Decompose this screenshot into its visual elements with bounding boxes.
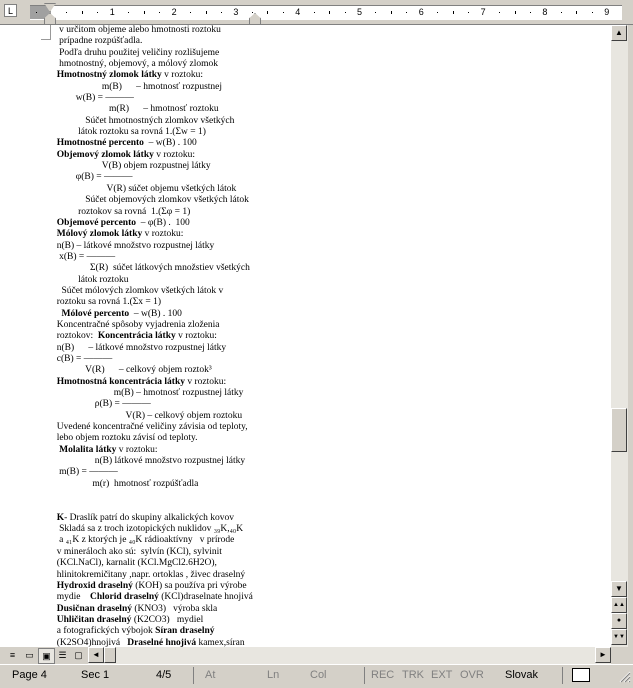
text-run: v určitom objeme alebo hmotnosti roztoku — [52, 25, 221, 35]
page-indicator: Page 4 — [12, 669, 47, 681]
text-run: (KCl)draselnate hnojivá — [158, 592, 253, 603]
bold-term: Draselné hnojivá — [127, 637, 197, 647]
text-run: n(B) – látkové množstvo rozpustnej látky — [52, 342, 227, 353]
text-run: v roztoku: — [142, 229, 184, 240]
document-line[interactable] — [52, 501, 312, 512]
text-run: V(R) – celkový objem roztok³ — [52, 365, 212, 376]
scroll-down-button[interactable] — [611, 581, 627, 597]
horizontal-ruler[interactable] — [0, 0, 633, 25]
document-line[interactable] — [52, 638, 312, 647]
document-line[interactable] — [52, 161, 312, 172]
text-run: m(R) – hmotnosť roztoku — [52, 104, 219, 115]
reading-layout-view-button[interactable] — [71, 648, 86, 662]
text-run: m(B) – hmotnosť rozpustnej látky — [52, 388, 244, 398]
text-run: V(R) – celkový objem roztoku — [52, 410, 243, 421]
document-line[interactable] — [52, 275, 312, 286]
text-boundary-mark — [41, 25, 51, 40]
text-run: x(B) = ——— — [52, 251, 116, 262]
document-line[interactable] — [52, 388, 312, 399]
text-run: w(B) = ——— — [52, 93, 134, 104]
double-up-arrow-icon: ▲▲ — [613, 602, 625, 608]
arrow-left-icon: ◄ — [92, 650, 100, 659]
scroll-up-button[interactable] — [611, 25, 627, 41]
document-page[interactable] — [0, 25, 611, 647]
document-line[interactable] — [52, 297, 312, 308]
text-run: kamex,síran — [196, 637, 245, 647]
document-line[interactable] — [52, 433, 312, 444]
text-run: roztokov sa rovná 1.(Σφ = 1) — [52, 206, 191, 217]
text-run: – φ(B) . 100 — [135, 217, 190, 228]
overtype-indicator[interactable]: OVR — [460, 669, 484, 681]
scroll-right-button[interactable] — [595, 647, 611, 663]
document-line[interactable] — [52, 207, 312, 218]
bold-term: Hydroxid draselný — [56, 580, 133, 591]
text-run: Koncentračné spôsoby vyjadrenia zloženia — [52, 319, 220, 330]
ruler-tick — [190, 12, 191, 13]
bold-term: K — [56, 512, 65, 523]
scroll-left-button[interactable] — [88, 647, 104, 663]
ruler-tick — [206, 11, 207, 14]
bold-term: Síran draselný — [155, 626, 215, 637]
document-line[interactable] — [52, 604, 312, 615]
document-line[interactable] — [52, 513, 312, 524]
text-run: m(B) – hmotnosť rozpustnej — [52, 81, 223, 92]
document-line[interactable] — [52, 331, 312, 342]
ruler-tick — [144, 11, 145, 14]
text-run: ρ(B) = ——— — [52, 399, 151, 410]
document-line[interactable] — [52, 490, 312, 501]
text-run: prípadne rozpúšťadla. — [52, 36, 143, 47]
document-line[interactable] — [52, 626, 312, 637]
vertical-scrollbar[interactable] — [611, 25, 628, 647]
document-line[interactable] — [52, 25, 312, 36]
text-run: (KNO3) výroba skla — [131, 603, 218, 614]
arrow-right-icon: ► — [599, 650, 607, 659]
extend-selection-indicator[interactable]: EXT — [431, 669, 453, 681]
ruler-tick — [592, 12, 593, 13]
text-run: V(B) objem rozpustnej látky — [52, 161, 211, 172]
arrow-up-icon: ▲ — [615, 28, 623, 37]
ruler-tick — [406, 12, 407, 13]
document-line[interactable] — [52, 581, 312, 592]
ruler-tick — [97, 12, 98, 13]
text-run: V(R) súčet objemu všetkých látok — [52, 183, 237, 194]
document-line[interactable] — [52, 195, 312, 206]
next-page-button[interactable] — [611, 629, 627, 645]
ruler-tick — [66, 12, 67, 13]
document-line[interactable] — [52, 479, 312, 490]
document-line[interactable] — [52, 218, 312, 229]
text-run: n(B) – látkové množstvo rozpustnej látky — [52, 240, 215, 251]
print-layout-icon: ▣ — [42, 651, 51, 661]
document-line[interactable] — [52, 365, 312, 376]
record-macro-indicator[interactable]: REC — [371, 669, 395, 681]
double-down-arrow-icon: ▼▼ — [613, 634, 625, 640]
document-line[interactable] — [52, 411, 312, 422]
ruler-number: 3 — [233, 7, 239, 17]
ruler-number: 2 — [171, 7, 177, 17]
document-line[interactable] — [52, 558, 312, 569]
status-separator — [562, 667, 563, 684]
print-layout-view-button[interactable] — [38, 648, 55, 664]
view-and-horizontal-scroll-bar — [0, 647, 633, 664]
text-run: Súčet mólových zlomkov všetkých látok v — [52, 285, 224, 296]
ruler-tick — [530, 12, 531, 13]
text-run: Súčet hmotnostných zlomkov všetkých — [52, 115, 235, 126]
text-run: (K2CO3) mydiel — [131, 614, 204, 625]
text-run: roztoku sa rovná 1.(Σx = 1) — [52, 297, 162, 308]
document-line[interactable] — [52, 48, 312, 59]
track-changes-indicator[interactable]: TRK — [402, 669, 424, 681]
previous-page-button[interactable] — [611, 597, 627, 613]
text-run: - Draslík patrí do skupiny alkalických kovov — [64, 512, 235, 523]
text-run: m(r) hmotnosť rozpúšťadla — [52, 478, 199, 489]
at-indicator: At — [205, 669, 216, 681]
line-indicator: Ln — [267, 669, 280, 681]
text-run: (KCl.NaCl), karnalit (KCl.MgCl2.6H2O), — [52, 558, 217, 569]
ruler-tick — [437, 12, 438, 13]
ruler-number: 4 — [295, 7, 301, 17]
text-run: v mineráloch ako sú: sylvín (KCl), sylvinit — [52, 546, 222, 557]
text-run: Súčet objemových zlomkov všetkých látok — [52, 195, 249, 206]
text-run: φ(B) = ——— — [52, 172, 133, 183]
ruler-tick — [283, 12, 284, 13]
bold-term: Chlorid draselný — [90, 592, 159, 603]
ruler-number: 6 — [418, 7, 424, 17]
text-run: a ₄₁K z ktorých je ₄₀K rádioaktívny v prírode — [52, 535, 235, 546]
text-run: n(B) látkové množstvo rozpustnej látky — [52, 456, 246, 467]
bold-term: Objemový zlomok látky — [56, 149, 154, 160]
bold-term: Mólové percento — [61, 308, 130, 319]
document-line[interactable] — [52, 309, 312, 320]
document-line[interactable] — [52, 592, 312, 603]
text-run: (KOH) sa používa pri výrobe — [132, 580, 247, 591]
bold-term: Dusičnan draselný — [56, 603, 132, 614]
document-line[interactable] — [52, 524, 312, 535]
document-line[interactable] — [52, 70, 312, 81]
document-line[interactable] — [52, 445, 312, 456]
bold-term: Hmotnostný zlomok látky — [56, 70, 162, 81]
bold-term: Hmotnostná koncentrácia látky — [56, 376, 185, 387]
document-line[interactable] — [52, 615, 312, 626]
circle-icon: ● — [616, 617, 622, 624]
ruler-tick — [36, 12, 37, 13]
document-line[interactable] — [52, 467, 312, 478]
normal-view-icon: ≡ — [9, 650, 16, 660]
ruler-tick — [221, 12, 222, 13]
text-run: v roztoku: — [185, 376, 227, 387]
ruler-tick — [159, 12, 160, 13]
text-run: hlinitokremičitany ,napr. ortoklas , živec draselný — [52, 569, 246, 580]
text-run: látok roztoku sa rovná 1.(Σw = 1) — [52, 127, 206, 138]
bold-term: Molalita látky — [59, 444, 117, 455]
ruler-track[interactable] — [30, 5, 622, 20]
status-bar — [0, 664, 633, 688]
document-line[interactable] — [52, 547, 312, 558]
document-area[interactable] — [0, 25, 611, 647]
ruler-number: 9 — [604, 7, 610, 17]
section-indicator: Sec 1 — [81, 669, 110, 681]
reading-layout-icon: ▢ — [74, 650, 83, 660]
document-line[interactable] — [52, 116, 312, 127]
document-line[interactable] — [52, 422, 312, 433]
ruler-number: 7 — [480, 7, 486, 17]
ruler-tick — [128, 12, 129, 13]
document-line[interactable] — [52, 93, 312, 104]
ruler-tick — [576, 11, 577, 14]
bold-term: Objemové percento — [56, 217, 136, 228]
text-run: c(B) = ——— — [52, 353, 113, 364]
document-line[interactable] — [52, 82, 312, 93]
ruler-tick — [453, 11, 454, 14]
text-run: hmotnostný, objemový, a mólový zlomok — [52, 59, 218, 70]
document-line[interactable] — [52, 570, 312, 581]
horizontal-scroll-thumb[interactable] — [104, 647, 116, 663]
document-line[interactable] — [52, 150, 312, 161]
text-run: mydie — [52, 592, 90, 603]
ruler-tick — [82, 11, 83, 14]
web-layout-icon: ▭ — [25, 650, 34, 660]
document-text[interactable] — [52, 25, 312, 647]
text-run — [52, 309, 62, 319]
ruler-number: 8 — [542, 7, 548, 17]
bold-term: Hmotnostné percento — [56, 138, 144, 149]
text-run: roztokov: — [52, 331, 98, 342]
document-line[interactable] — [52, 286, 312, 297]
ruler-tick — [345, 12, 346, 13]
document-line[interactable] — [52, 535, 312, 546]
page-count-indicator: 4/5 — [156, 669, 172, 681]
bold-term: Uhličitan draselný — [56, 614, 132, 625]
ruler-tick — [515, 11, 516, 14]
document-line[interactable] — [52, 241, 312, 252]
document-line[interactable] — [52, 343, 312, 354]
text-run: Σ(R) súčet látkových množstiev všetkých — [52, 263, 250, 274]
document-line[interactable] — [52, 320, 312, 331]
document-line[interactable] — [52, 184, 312, 195]
vertical-scroll-thumb[interactable] — [611, 408, 627, 452]
text-run: v roztoku: — [175, 331, 217, 342]
ruler-tick — [499, 12, 500, 13]
text-run: Skladá sa z troch izotopických nuklidov ₃₉K,₄₀K — [52, 524, 244, 535]
document-line[interactable] — [52, 36, 312, 47]
ruler-number: 1 — [109, 7, 115, 17]
horizontal-scrollbar[interactable] — [88, 647, 611, 664]
text-run: v roztoku: — [161, 70, 203, 81]
ruler-tick — [267, 11, 268, 14]
document-line[interactable] — [52, 456, 312, 467]
document-line[interactable] — [52, 263, 312, 274]
normal-view-button[interactable] — [5, 648, 20, 662]
document-line[interactable] — [52, 104, 312, 115]
outline-view-button[interactable] — [55, 648, 70, 662]
ruler-tick — [314, 12, 315, 13]
ruler-tick — [329, 11, 330, 14]
bold-term: Koncentrácia látky — [97, 331, 176, 342]
text-run: Uvedené koncentračné veličiny závisia od teploty, — [52, 422, 248, 433]
ruler-number: 5 — [357, 7, 363, 17]
document-line[interactable] — [52, 127, 312, 138]
document-line[interactable] — [52, 172, 312, 183]
document-line[interactable] — [52, 138, 312, 149]
web-layout-view-button[interactable] — [22, 648, 37, 662]
ruler-tick — [252, 12, 253, 13]
document-line[interactable] — [52, 399, 312, 410]
text-run: látok roztoku — [52, 274, 129, 285]
text-run: – w(B) . 100 — [129, 308, 182, 319]
outline-view-icon: ☰ — [58, 650, 67, 660]
spelling-grammar-status-icon[interactable] — [572, 668, 590, 682]
language-indicator[interactable]: Slovak — [505, 669, 539, 681]
document-line[interactable] — [52, 377, 312, 388]
left-tab-icon[interactable]: L — [4, 4, 17, 17]
ruler-tick — [468, 12, 469, 13]
ruler-tick — [561, 12, 562, 13]
select-browse-object-button[interactable] — [611, 613, 627, 629]
text-run: lebo objem roztoku závisí od teploty. — [52, 433, 198, 444]
text-run: v roztoku: — [116, 444, 158, 455]
ruler-tick — [391, 11, 392, 14]
status-separator — [193, 667, 194, 684]
document-line[interactable] — [52, 59, 312, 70]
resize-grip-icon[interactable] — [619, 671, 631, 683]
text-run: m(B) = ——— — [52, 467, 118, 478]
text-run: (K2SO4)hnojivá — [52, 637, 128, 647]
text-run: – w(B) . 100 — [143, 138, 197, 149]
ruler-tick — [375, 12, 376, 13]
text-run: Podľa druhu použitej veličiny rozlišujeme — [52, 47, 220, 58]
status-separator — [364, 667, 365, 684]
text-run: a fotografických výbojok — [52, 626, 156, 637]
document-line[interactable] — [52, 229, 312, 240]
document-line[interactable] — [52, 354, 312, 365]
bold-term: Mólový zlomok látky — [56, 229, 143, 240]
arrow-down-icon: ▼ — [615, 584, 623, 593]
text-run: v roztoku: — [153, 149, 196, 160]
column-indicator: Col — [310, 669, 327, 681]
document-line[interactable] — [52, 252, 312, 263]
